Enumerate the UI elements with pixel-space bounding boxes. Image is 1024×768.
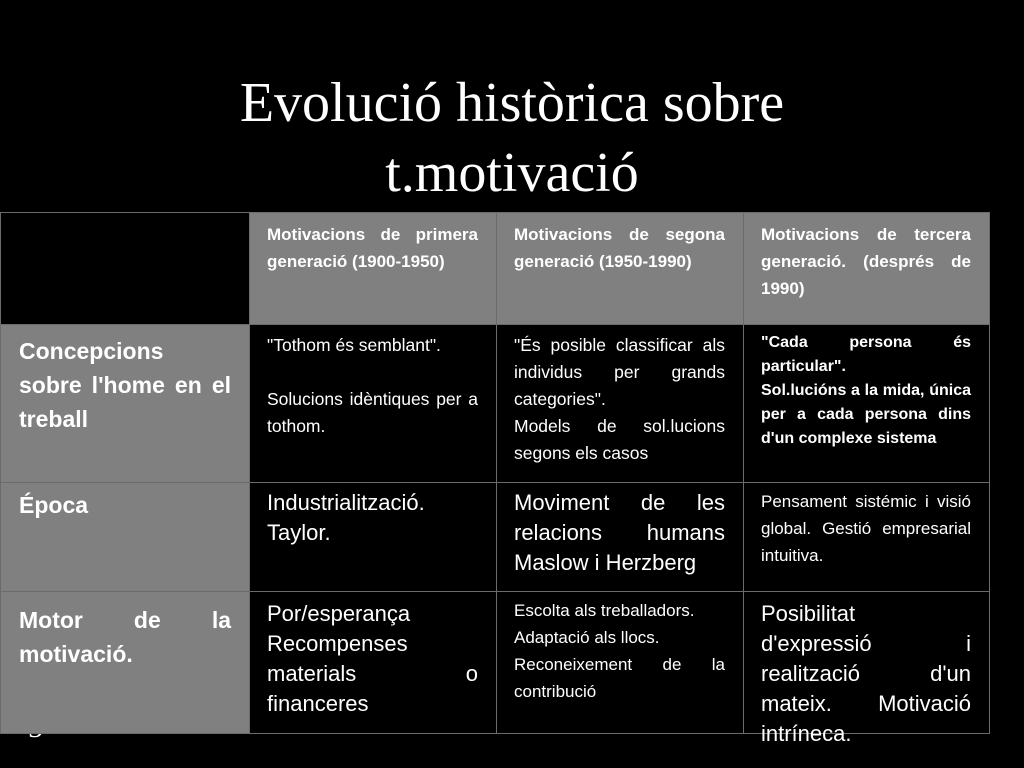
cell-concepcions-first: "Tothom és semblant". Solucions idèntiques per a tothom. [249, 324, 496, 482]
row-label-epoca: Época [1, 482, 249, 591]
cell-motor-third: Posibilitat d'expressió i realització d'un mateix. Motivació intríneca. [743, 591, 989, 733]
header-second-generation: Motivacions de segona generació (1950-1990) [496, 213, 743, 324]
cell-epoca-second: Moviment de les relacions humans Maslow i Herzberg [496, 482, 743, 591]
grid-line-vertical-2 [496, 213, 497, 733]
grid-line-horizontal-1 [1, 324, 989, 325]
slide-title-line-2: t.motivació [385, 142, 639, 204]
grid-line-vertical-1 [249, 213, 250, 733]
grid-line-horizontal-3 [1, 591, 989, 592]
cell-motor-first: Por/esperança Recompenses materials o financeres [249, 591, 496, 733]
slide-title [0, 68, 1024, 208]
grid-line-horizontal-2 [1, 482, 989, 483]
cell-epoca-third: Pensament sistémic i visió global. Gestió empresarial intuitiva. [743, 482, 989, 591]
header-first-generation: Motivacions de primera generació (1900-1950) [249, 213, 496, 324]
row-label-concepcions: Concepcions sobre l'home en el treball [1, 324, 249, 482]
cell-concepcions-second: "És posible classificar als individus per grands categories". Models de sol.lucions segons els casos [496, 324, 743, 482]
row-label-motor: Motor de la motivació. [1, 591, 249, 733]
table-corner-cell [1, 213, 249, 324]
cell-concepcions-third: "Cada persona és particular". Sol.lucións a la mida, única per a cada persona dins d'un complexe sistema [743, 324, 989, 482]
slide-title-line-1: Evolució històrica sobre [239, 72, 785, 134]
grid-line-vertical-3 [743, 213, 744, 733]
motivation-table [0, 212, 990, 746]
cell-epoca-first: Industrialització. Taylor. [249, 482, 496, 591]
cell-motor-second: Escolta als treballadors. Adaptació als llocs. Reconeixement de la contribució [496, 591, 743, 733]
header-third-generation: Motivacions de tercera generació. (després de 1990) [743, 213, 989, 324]
